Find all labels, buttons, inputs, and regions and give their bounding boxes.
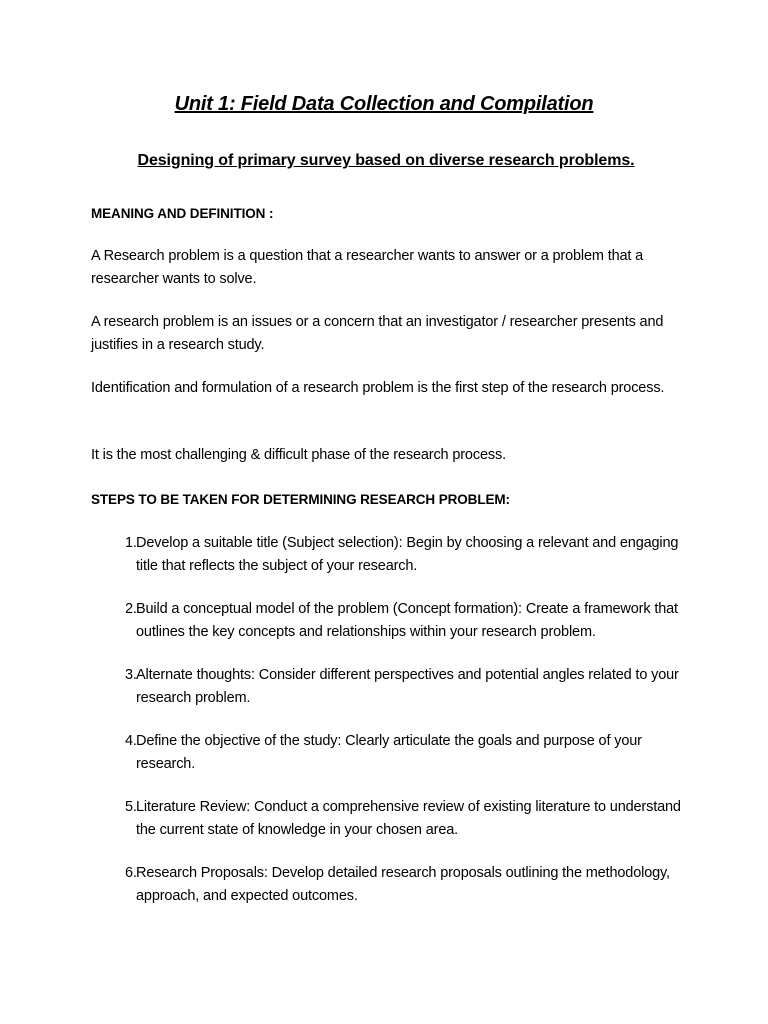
paragraph: It is the most challenging & difficult phase of the research process. (91, 447, 506, 463)
page-title: Unit 1: Field Data Collection and Compilation (174, 93, 594, 115)
list-item (91, 598, 691, 643)
paragraph: A Research problem is a question that a researcher wants to answer or a problem that a researcher wants to solve. (91, 248, 644, 287)
list-item-text: Literature Review: Conduct a comprehensive review of existing literature to understand the current state of knowledge in your chosen area. (136, 799, 681, 838)
list-item (91, 796, 691, 841)
section-heading-steps: STEPS TO BE TAKEN FOR DETERMINING RESEARCH PROBLEM: (91, 492, 510, 507)
list-item (91, 862, 691, 907)
list-item (91, 730, 691, 775)
list-item-number: 1. (125, 535, 137, 551)
list-item-text: Define the objective of the study: Clearly articulate the goals and purpose of your research. (136, 733, 642, 772)
list-item-number: 4. (125, 733, 137, 749)
list-item-number: 6. (125, 865, 137, 881)
section-heading-meaning: MEANING AND DEFINITION : (91, 206, 274, 221)
paragraph: A research problem is an issues or a concern that an investigator / researcher presents and justifies in a research study. (91, 314, 664, 353)
list-item-number: 3. (125, 667, 137, 683)
page-subtitle: Designing of primary survey based on diverse research problems. (137, 152, 635, 169)
paragraph: Identification and formulation of a research problem is the first step of the research process. (91, 380, 665, 396)
list-item-text: Develop a suitable title (Subject selection): Begin by choosing a relevant and engaging title that reflects the subject of your research. (136, 535, 679, 574)
list-item-text: Research Proposals: Develop detailed research proposals outlining the methodology, approach, and expected outcomes. (136, 865, 670, 904)
list-item-text: Build a conceptual model of the problem (Concept formation): Create a framework that outlines the key concepts and relationships within your research problem. (136, 601, 678, 640)
list-item-text: Alternate thoughts: Consider different perspectives and potential angles related to your research problem. (136, 667, 679, 706)
steps-list (91, 532, 691, 928)
list-item-number: 2. (125, 601, 137, 617)
list-item (91, 532, 691, 577)
list-item (91, 664, 691, 709)
list-item-number: 5. (125, 799, 137, 815)
